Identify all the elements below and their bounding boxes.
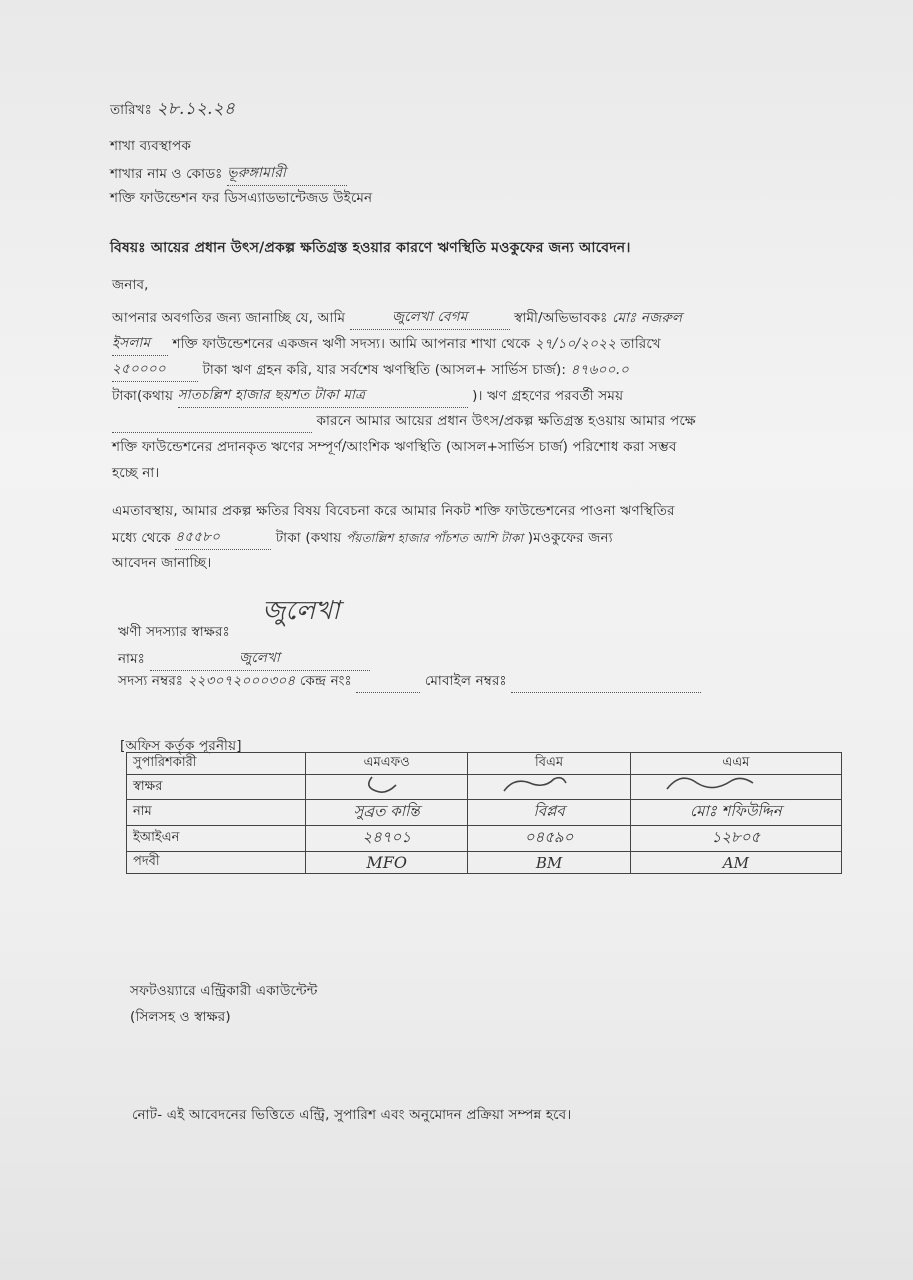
accountant-sub: (সিলসহ ও স্বাক্ষর) bbox=[130, 1009, 231, 1025]
loan-amount-hw: ২৫০০০০ bbox=[112, 361, 166, 377]
to-line: শাখা ব্যবস্থাপক bbox=[110, 138, 191, 154]
office-caption: [অফিস কর্তৃক পূরনীয়] bbox=[120, 738, 242, 754]
body-line-5 bbox=[112, 410, 696, 433]
guardian-label: স্বামী/অভিভাবকঃ bbox=[514, 310, 608, 326]
body-text: )মওকুফের জন্য bbox=[527, 530, 613, 546]
body-text: )। ঋণ গ্রহণের পরবর্তী সময় bbox=[472, 388, 624, 404]
date-value: ২৮.১২.২৪ bbox=[156, 99, 236, 119]
table-cell: ০৪৫৯০ bbox=[468, 826, 630, 852]
branch-row bbox=[110, 161, 347, 186]
body-line-4 bbox=[112, 384, 623, 408]
recommendation-table bbox=[126, 752, 842, 874]
table-row bbox=[127, 775, 842, 800]
body-text: কারনে আমার আয়ের প্রধান উৎস/প্রকল্প ক্ষতিগ্রস্ত হওয়ায় আমার পক্ষে bbox=[316, 413, 696, 429]
body-text: টাকা(কথায় bbox=[112, 388, 174, 404]
table-cell: ২৪৭০১ bbox=[306, 826, 468, 852]
member-name-hw: জুলেখা বেগম bbox=[391, 309, 468, 325]
body-line-2 bbox=[112, 332, 661, 356]
center-label: কেন্দ্র নংঃ bbox=[299, 673, 352, 689]
body-line-8: এমতাবস্থায়, আমার প্রকল্প ক্ষতির বিষয় বিবেচনা করে আমার নিকট শক্তি ফাউন্ডেশনের পাওনা ঋণস্থিতির bbox=[112, 503, 675, 519]
table-cell: AM bbox=[630, 852, 841, 874]
table-cell: এমএফও bbox=[306, 753, 468, 775]
body-line-6: শক্তি ফাউন্ডেশনের প্রদানকৃত ঋণের সম্পূর্ণ/আংশিক ঋণস্থিতি (আসল+সার্ভিস চার্জ) পরিশোধ করা সম্ভব bbox=[112, 439, 677, 455]
body-text: আপনার অবগতির জন্য জানাচ্ছি যে, আমি bbox=[112, 310, 346, 326]
branch-value: ভূরুঙ্গামারী bbox=[227, 165, 287, 181]
table-cell: বিপ্লব bbox=[468, 800, 630, 826]
footer-note: নোট- এই আবেদনের ভিত্তিতে এন্ট্রি, সুপারিশ এবং অনুমোদন প্রক্রিয়া সম্পন্ন হবে। bbox=[132, 1107, 572, 1123]
table-cell: মোঃ শফিউদ্দিন bbox=[630, 800, 841, 826]
salutation: জনাব, bbox=[112, 277, 149, 293]
table-cell: MFO bbox=[306, 852, 468, 874]
guardian-hw: মোঃ নজরুল bbox=[612, 310, 683, 326]
bm-signature-scribble bbox=[474, 775, 594, 795]
org-line: শক্তি ফাউন্ডেশন ফর ডিসএ্যাডভান্টেজড উইমেন bbox=[110, 190, 373, 206]
body-text: মধ্যে থেকে bbox=[112, 530, 171, 546]
table-cell: স্বাক্ষর bbox=[127, 775, 306, 800]
sign-label: ঋণী সদস্যার স্বাক্ষরঃ bbox=[118, 624, 230, 640]
mfo-signature-scribble bbox=[312, 775, 432, 795]
member-no-label: সদস্য নম্বরঃ bbox=[118, 673, 184, 689]
accountant-line: সফটওয়্যারে এন্ট্রিকারী একাউন্টেন্ট bbox=[130, 983, 318, 999]
body-line-10: আবেদন জানাচ্ছি। bbox=[112, 555, 212, 571]
date-row bbox=[110, 96, 235, 124]
table-cell: ১২৮০৫ bbox=[630, 826, 841, 852]
signature-cell bbox=[306, 775, 468, 800]
guardian-hw-2: ইসলাম bbox=[112, 335, 151, 351]
member-signature: জুলেখা bbox=[262, 596, 340, 626]
branch-label: শাখার নাম ও কোডঃ bbox=[110, 166, 223, 182]
table-header-row bbox=[127, 753, 842, 775]
table-cell: পদবী bbox=[127, 852, 306, 874]
body-line-9 bbox=[112, 526, 613, 550]
body-text: টাকা ঋণ গ্রহন করি, যার সর্বশেষ ঋণস্থিতি (আসল+ সার্ভিস চার্জ): bbox=[202, 362, 567, 378]
member-name-row bbox=[118, 647, 370, 671]
table-cell: সুপারিশকারী bbox=[127, 753, 306, 775]
member-no-row bbox=[118, 670, 701, 693]
table-cell: BM bbox=[468, 852, 630, 874]
waiver-words-hw: পঁয়তাল্লিশ হাজার পাঁচশত আশি টাকা bbox=[345, 531, 524, 545]
signature-cell bbox=[630, 775, 841, 800]
table-cell: নাম bbox=[127, 800, 306, 826]
member-name-value: জুলেখা bbox=[239, 650, 281, 666]
member-no-value: ২২৩০৭২০০০৩০৪ bbox=[187, 673, 296, 689]
table-cell: সুব্রত কান্তি bbox=[306, 800, 468, 826]
balance-words-hw: সাতচল্লিশ হাজার ছয়শত টাকা মাত্র bbox=[177, 387, 366, 403]
table-row bbox=[127, 826, 842, 852]
body-line-1 bbox=[112, 306, 682, 330]
body-text: তারিখে bbox=[620, 336, 661, 352]
body-line-3 bbox=[112, 358, 629, 382]
mobile-label: মোবাইল নম্বরঃ bbox=[424, 673, 507, 689]
table-cell: ইআইএন bbox=[127, 826, 306, 852]
table-cell: এএম bbox=[630, 753, 841, 775]
body-text: শক্তি ফাউন্ডেশনের একজন ঋণী সদস্য। আমি আপনার শাখা থেকে bbox=[172, 336, 531, 352]
loan-date-hw: ২৭/১০/২০২২ bbox=[534, 336, 617, 352]
waiver-amount-hw: ৪৫৫৮০ bbox=[175, 529, 221, 545]
body-line-7: হচ্ছে না। bbox=[112, 465, 160, 481]
am-signature-scribble bbox=[637, 775, 797, 795]
table-row bbox=[127, 852, 842, 874]
subject: বিষয়ঃ আয়ের প্রধান উৎস/প্রকল্প ক্ষতিগ্রস্ত হওয়ার কারণে ঋণস্থিতি মওকুফের জন্য আবেদন। bbox=[110, 240, 631, 256]
date-label: তারিখঃ bbox=[110, 102, 152, 118]
balance-hw: ৪৭৬০০.০ bbox=[570, 362, 630, 378]
name-label: নামঃ bbox=[118, 651, 146, 667]
table-row bbox=[127, 800, 842, 826]
body-text: টাকা (কথায় bbox=[275, 530, 342, 546]
signature-cell bbox=[468, 775, 630, 800]
table-cell: বিএম bbox=[468, 753, 630, 775]
